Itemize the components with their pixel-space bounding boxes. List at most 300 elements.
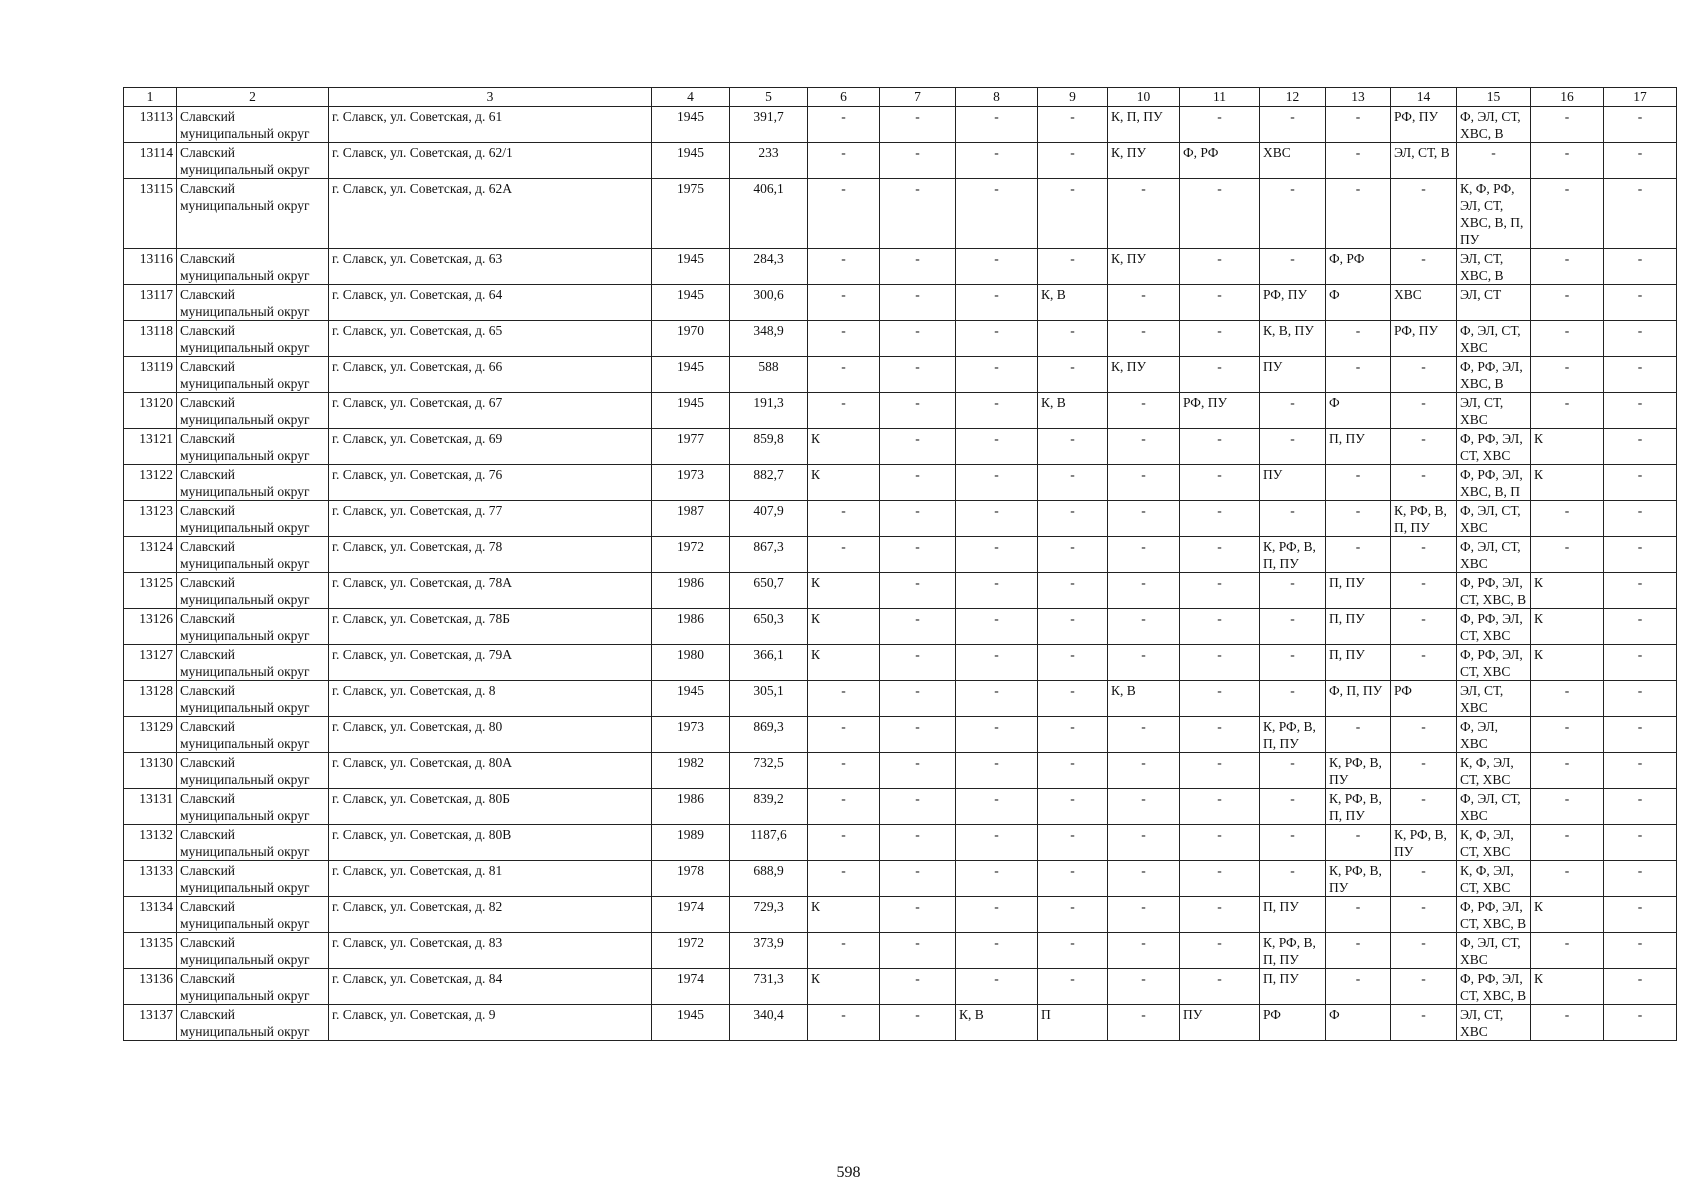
col12-cell: К, В, ПУ [1260, 321, 1326, 357]
year-cell: 1989 [652, 825, 730, 861]
district-cell: Славский муниципальный округ [177, 537, 329, 573]
year-cell: 1980 [652, 645, 730, 681]
col15-cell: ЭЛ, СТ, ХВС, В [1457, 249, 1531, 285]
col8-cell: - [956, 285, 1038, 321]
district-cell: Славский муниципальный округ [177, 897, 329, 933]
col10-cell: - [1108, 753, 1180, 789]
col13-cell: Ф [1326, 1005, 1391, 1041]
page-number: 598 [836, 1164, 861, 1181]
col11-cell: - [1180, 969, 1260, 1005]
col14-cell: - [1391, 393, 1457, 429]
col9-cell: К, В [1038, 393, 1108, 429]
row-number: 13135 [124, 933, 177, 969]
col12-cell: - [1260, 825, 1326, 861]
year-cell: 1986 [652, 573, 730, 609]
col11-cell: - [1180, 897, 1260, 933]
table-row [124, 321, 1677, 357]
col15-cell: Ф, РФ, ЭЛ, СТ, ХВС [1457, 645, 1531, 681]
table-row [124, 897, 1677, 933]
area-cell: 869,3 [730, 717, 808, 753]
col16-cell: - [1531, 321, 1604, 357]
col17-cell: - [1604, 897, 1677, 933]
col12-cell: ПУ [1260, 465, 1326, 501]
year-cell: 1972 [652, 537, 730, 573]
table-row [124, 285, 1677, 321]
year-cell: 1982 [652, 753, 730, 789]
col11-cell: - [1180, 537, 1260, 573]
year-cell: 1945 [652, 107, 730, 143]
col12-cell: - [1260, 429, 1326, 465]
col16-cell: - [1531, 537, 1604, 573]
table-row [124, 501, 1677, 537]
col15-cell: Ф, РФ, ЭЛ, ХВС, В, П [1457, 465, 1531, 501]
table-row [124, 825, 1677, 861]
col12-cell: - [1260, 249, 1326, 285]
col13-cell: К, РФ, В, ПУ [1326, 861, 1391, 897]
year-cell: 1986 [652, 789, 730, 825]
col6-cell: - [808, 179, 880, 249]
col17-cell: - [1604, 465, 1677, 501]
col11-cell: - [1180, 465, 1260, 501]
district-cell: Славский муниципальный округ [177, 573, 329, 609]
column-header: 17 [1604, 88, 1677, 107]
address-cell: г. Славск, ул. Советская, д. 84 [329, 969, 652, 1005]
col6-cell: - [808, 825, 880, 861]
col9-cell: - [1038, 143, 1108, 179]
year-cell: 1973 [652, 465, 730, 501]
col10-cell: - [1108, 501, 1180, 537]
col9-cell: - [1038, 573, 1108, 609]
area-cell: 731,3 [730, 969, 808, 1005]
col16-cell: - [1531, 717, 1604, 753]
table-row [124, 179, 1677, 249]
address-cell: г. Славск, ул. Советская, д. 83 [329, 933, 652, 969]
column-header: 3 [329, 88, 652, 107]
area-cell: 406,1 [730, 179, 808, 249]
area-cell: 407,9 [730, 501, 808, 537]
col11-cell: ПУ [1180, 1005, 1260, 1041]
col6-cell: - [808, 753, 880, 789]
col16-cell: - [1531, 753, 1604, 789]
table-row [124, 789, 1677, 825]
col8-cell: - [956, 753, 1038, 789]
col6-cell: К [808, 969, 880, 1005]
district-cell: Славский муниципальный округ [177, 1005, 329, 1041]
col17-cell: - [1604, 429, 1677, 465]
data-table [123, 87, 1677, 1041]
col12-cell: - [1260, 681, 1326, 717]
col6-cell: - [808, 393, 880, 429]
col6-cell: К [808, 429, 880, 465]
col16-cell: К [1531, 465, 1604, 501]
row-number: 13117 [124, 285, 177, 321]
col16-cell: - [1531, 285, 1604, 321]
col13-cell: П, ПУ [1326, 573, 1391, 609]
year-cell: 1974 [652, 969, 730, 1005]
col7-cell: - [880, 501, 956, 537]
table-row [124, 249, 1677, 285]
table-row [124, 969, 1677, 1005]
col11-cell: РФ, ПУ [1180, 393, 1260, 429]
area-cell: 688,9 [730, 861, 808, 897]
col8-cell: - [956, 249, 1038, 285]
col15-cell: ЭЛ, СТ, ХВС [1457, 393, 1531, 429]
col12-cell: ПУ [1260, 357, 1326, 393]
col6-cell: - [808, 537, 880, 573]
col14-cell: РФ, ПУ [1391, 107, 1457, 143]
column-header: 16 [1531, 88, 1604, 107]
col15-cell: Ф, РФ, ЭЛ, СТ, ХВС [1457, 609, 1531, 645]
col6-cell: - [808, 285, 880, 321]
address-cell: г. Славск, ул. Советская, д. 61 [329, 107, 652, 143]
col9-cell: П [1038, 1005, 1108, 1041]
address-cell: г. Славск, ул. Советская, д. 82 [329, 897, 652, 933]
row-number: 13128 [124, 681, 177, 717]
col11-cell: - [1180, 861, 1260, 897]
col6-cell: К [808, 897, 880, 933]
area-cell: 882,7 [730, 465, 808, 501]
col9-cell: - [1038, 465, 1108, 501]
col15-cell: К, Ф, ЭЛ, СТ, ХВС [1457, 753, 1531, 789]
year-cell: 1978 [652, 861, 730, 897]
table-row [124, 537, 1677, 573]
col10-cell: - [1108, 789, 1180, 825]
col9-cell: - [1038, 357, 1108, 393]
col10-cell: К, В [1108, 681, 1180, 717]
col8-cell: - [956, 501, 1038, 537]
col14-cell: К, РФ, В, ПУ [1391, 825, 1457, 861]
col14-cell: ЭЛ, СТ, В [1391, 143, 1457, 179]
col17-cell: - [1604, 249, 1677, 285]
col9-cell: - [1038, 609, 1108, 645]
column-header: 9 [1038, 88, 1108, 107]
col8-cell: - [956, 143, 1038, 179]
col10-cell: - [1108, 429, 1180, 465]
col14-cell: - [1391, 717, 1457, 753]
col7-cell: - [880, 861, 956, 897]
col17-cell: - [1604, 573, 1677, 609]
col8-cell: К, В [956, 1005, 1038, 1041]
year-cell: 1945 [652, 357, 730, 393]
col17-cell: - [1604, 717, 1677, 753]
col6-cell: - [808, 107, 880, 143]
col14-cell: - [1391, 969, 1457, 1005]
district-cell: Славский муниципальный округ [177, 321, 329, 357]
col13-cell: - [1326, 969, 1391, 1005]
col16-cell: - [1531, 179, 1604, 249]
col10-cell: - [1108, 465, 1180, 501]
col13-cell: - [1326, 465, 1391, 501]
col8-cell: - [956, 573, 1038, 609]
col13-cell: - [1326, 107, 1391, 143]
col8-cell: - [956, 393, 1038, 429]
row-number: 13130 [124, 753, 177, 789]
col8-cell: - [956, 897, 1038, 933]
col8-cell: - [956, 681, 1038, 717]
col7-cell: - [880, 393, 956, 429]
district-cell: Славский муниципальный округ [177, 933, 329, 969]
column-header: 10 [1108, 88, 1180, 107]
col10-cell: - [1108, 573, 1180, 609]
col10-cell: К, ПУ [1108, 249, 1180, 285]
row-number: 13129 [124, 717, 177, 753]
col8-cell: - [956, 537, 1038, 573]
district-cell: Славский муниципальный округ [177, 501, 329, 537]
address-cell: г. Славск, ул. Советская, д. 78 [329, 537, 652, 573]
col16-cell: - [1531, 1005, 1604, 1041]
col8-cell: - [956, 107, 1038, 143]
address-cell: г. Славск, ул. Советская, д. 65 [329, 321, 652, 357]
table-row [124, 609, 1677, 645]
col17-cell: - [1604, 501, 1677, 537]
column-header: 8 [956, 88, 1038, 107]
col7-cell: - [880, 969, 956, 1005]
district-cell: Славский муниципальный округ [177, 143, 329, 179]
column-header: 7 [880, 88, 956, 107]
col14-cell: - [1391, 357, 1457, 393]
col6-cell: К [808, 573, 880, 609]
col8-cell: - [956, 933, 1038, 969]
table-row [124, 107, 1677, 143]
col9-cell: - [1038, 321, 1108, 357]
district-cell: Славский муниципальный округ [177, 465, 329, 501]
table-row [124, 717, 1677, 753]
col9-cell: - [1038, 107, 1108, 143]
year-cell: 1972 [652, 933, 730, 969]
table-row [124, 393, 1677, 429]
column-header: 14 [1391, 88, 1457, 107]
col17-cell: - [1604, 753, 1677, 789]
row-number: 13116 [124, 249, 177, 285]
col7-cell: - [880, 357, 956, 393]
col8-cell: - [956, 717, 1038, 753]
col11-cell: - [1180, 825, 1260, 861]
col15-cell: Ф, ЭЛ, СТ, ХВС [1457, 933, 1531, 969]
col17-cell: - [1604, 861, 1677, 897]
col6-cell: - [808, 933, 880, 969]
table-row [124, 465, 1677, 501]
col8-cell: - [956, 179, 1038, 249]
col15-cell: Ф, ЭЛ, ХВС [1457, 717, 1531, 753]
col7-cell: - [880, 933, 956, 969]
row-number: 13133 [124, 861, 177, 897]
col15-cell: Ф, ЭЛ, СТ, ХВС, В [1457, 107, 1531, 143]
col7-cell: - [880, 573, 956, 609]
col13-cell: - [1326, 357, 1391, 393]
col9-cell: - [1038, 249, 1108, 285]
col9-cell: - [1038, 969, 1108, 1005]
col16-cell: - [1531, 357, 1604, 393]
district-cell: Славский муниципальный округ [177, 393, 329, 429]
row-number: 13127 [124, 645, 177, 681]
col15-cell: Ф, РФ, ЭЛ, СТ, ХВС, В [1457, 897, 1531, 933]
year-cell: 1945 [652, 681, 730, 717]
col9-cell: - [1038, 897, 1108, 933]
area-cell: 650,3 [730, 609, 808, 645]
col10-cell: - [1108, 969, 1180, 1005]
column-header: 6 [808, 88, 880, 107]
col17-cell: - [1604, 321, 1677, 357]
col10-cell: К, ПУ [1108, 357, 1180, 393]
col16-cell: - [1531, 789, 1604, 825]
col11-cell: - [1180, 107, 1260, 143]
col10-cell: - [1108, 609, 1180, 645]
col11-cell: - [1180, 753, 1260, 789]
col15-cell: К, Ф, ЭЛ, СТ, ХВС [1457, 825, 1531, 861]
area-cell: 191,3 [730, 393, 808, 429]
col12-cell: - [1260, 861, 1326, 897]
column-header: 15 [1457, 88, 1531, 107]
col11-cell: - [1180, 429, 1260, 465]
col9-cell: - [1038, 825, 1108, 861]
column-header: 2 [177, 88, 329, 107]
col11-cell: - [1180, 609, 1260, 645]
col11-cell: - [1180, 573, 1260, 609]
col12-cell: - [1260, 107, 1326, 143]
area-cell: 732,5 [730, 753, 808, 789]
year-cell: 1986 [652, 609, 730, 645]
row-number: 13137 [124, 1005, 177, 1041]
col8-cell: - [956, 969, 1038, 1005]
col15-cell: Ф, РФ, ЭЛ, СТ, ХВС [1457, 429, 1531, 465]
row-number: 13136 [124, 969, 177, 1005]
row-number: 13114 [124, 143, 177, 179]
col7-cell: - [880, 717, 956, 753]
col15-cell: ЭЛ, СТ, ХВС [1457, 681, 1531, 717]
col17-cell: - [1604, 609, 1677, 645]
col16-cell: - [1531, 681, 1604, 717]
col8-cell: - [956, 861, 1038, 897]
col13-cell: - [1326, 143, 1391, 179]
col17-cell: - [1604, 1005, 1677, 1041]
address-cell: г. Славск, ул. Советская, д. 77 [329, 501, 652, 537]
row-number: 13131 [124, 789, 177, 825]
col17-cell: - [1604, 393, 1677, 429]
col12-cell: - [1260, 645, 1326, 681]
address-cell: г. Славск, ул. Советская, д. 69 [329, 429, 652, 465]
col10-cell: К, ПУ [1108, 143, 1180, 179]
col13-cell: Ф [1326, 393, 1391, 429]
col13-cell: Ф, П, ПУ [1326, 681, 1391, 717]
col14-cell: - [1391, 573, 1457, 609]
row-number: 13115 [124, 179, 177, 249]
col9-cell: - [1038, 645, 1108, 681]
col15-cell: Ф, ЭЛ, СТ, ХВС [1457, 789, 1531, 825]
col9-cell: К, В [1038, 285, 1108, 321]
col17-cell: - [1604, 285, 1677, 321]
col15-cell: Ф, ЭЛ, СТ, ХВС [1457, 501, 1531, 537]
address-cell: г. Славск, ул. Советская, д. 62А [329, 179, 652, 249]
district-cell: Славский муниципальный округ [177, 789, 329, 825]
col15-cell: Ф, РФ, ЭЛ, ХВС, В [1457, 357, 1531, 393]
col6-cell: - [808, 321, 880, 357]
col9-cell: - [1038, 429, 1108, 465]
col6-cell: К [808, 645, 880, 681]
table-row [124, 681, 1677, 717]
col11-cell: - [1180, 501, 1260, 537]
table-row [124, 645, 1677, 681]
col10-cell: - [1108, 285, 1180, 321]
col14-cell: РФ [1391, 681, 1457, 717]
col14-cell: ХВС [1391, 285, 1457, 321]
area-cell: 366,1 [730, 645, 808, 681]
row-number: 13122 [124, 465, 177, 501]
col15-cell: Ф, ЭЛ, СТ, ХВС [1457, 537, 1531, 573]
col16-cell: - [1531, 393, 1604, 429]
district-cell: Славский муниципальный округ [177, 681, 329, 717]
row-number: 13124 [124, 537, 177, 573]
col13-cell: К, РФ, В, ПУ [1326, 753, 1391, 789]
col7-cell: - [880, 789, 956, 825]
col11-cell: - [1180, 645, 1260, 681]
area-cell: 233 [730, 143, 808, 179]
col15-cell: ЭЛ, СТ [1457, 285, 1531, 321]
col11-cell: - [1180, 321, 1260, 357]
col12-cell: К, РФ, В, П, ПУ [1260, 537, 1326, 573]
col12-cell: П, ПУ [1260, 969, 1326, 1005]
col8-cell: - [956, 357, 1038, 393]
col15-cell: Ф, РФ, ЭЛ, СТ, ХВС, В [1457, 573, 1531, 609]
col9-cell: - [1038, 717, 1108, 753]
col11-cell: - [1180, 681, 1260, 717]
col10-cell: - [1108, 321, 1180, 357]
area-cell: 300,6 [730, 285, 808, 321]
district-cell: Славский муниципальный округ [177, 285, 329, 321]
col6-cell: - [808, 1005, 880, 1041]
address-cell: г. Славск, ул. Советская, д. 79А [329, 645, 652, 681]
district-cell: Славский муниципальный округ [177, 753, 329, 789]
col14-cell: - [1391, 249, 1457, 285]
row-number: 13113 [124, 107, 177, 143]
col10-cell: - [1108, 717, 1180, 753]
col15-cell: - [1457, 143, 1531, 179]
col16-cell: - [1531, 107, 1604, 143]
col7-cell: - [880, 1005, 956, 1041]
address-cell: г. Славск, ул. Советская, д. 80 [329, 717, 652, 753]
col17-cell: - [1604, 143, 1677, 179]
col7-cell: - [880, 645, 956, 681]
col13-cell: - [1326, 501, 1391, 537]
district-cell: Славский муниципальный округ [177, 717, 329, 753]
col8-cell: - [956, 465, 1038, 501]
area-cell: 650,7 [730, 573, 808, 609]
col13-cell: П, ПУ [1326, 645, 1391, 681]
area-cell: 305,1 [730, 681, 808, 717]
col15-cell: Ф, РФ, ЭЛ, СТ, ХВС, В [1457, 969, 1531, 1005]
col17-cell: - [1604, 789, 1677, 825]
col13-cell: - [1326, 933, 1391, 969]
row-number: 13134 [124, 897, 177, 933]
col11-cell: Ф, РФ [1180, 143, 1260, 179]
col12-cell: К, РФ, В, П, ПУ [1260, 933, 1326, 969]
col16-cell: К [1531, 609, 1604, 645]
col14-cell: - [1391, 429, 1457, 465]
col7-cell: - [880, 609, 956, 645]
district-cell: Славский муниципальный округ [177, 609, 329, 645]
col12-cell: - [1260, 609, 1326, 645]
col13-cell: - [1326, 717, 1391, 753]
table-row [124, 429, 1677, 465]
col14-cell: - [1391, 645, 1457, 681]
year-cell: 1974 [652, 897, 730, 933]
table-row [124, 1005, 1677, 1041]
col6-cell: К [808, 609, 880, 645]
col16-cell: - [1531, 249, 1604, 285]
col11-cell: - [1180, 249, 1260, 285]
column-header: 11 [1180, 88, 1260, 107]
col17-cell: - [1604, 645, 1677, 681]
row-number: 13125 [124, 573, 177, 609]
